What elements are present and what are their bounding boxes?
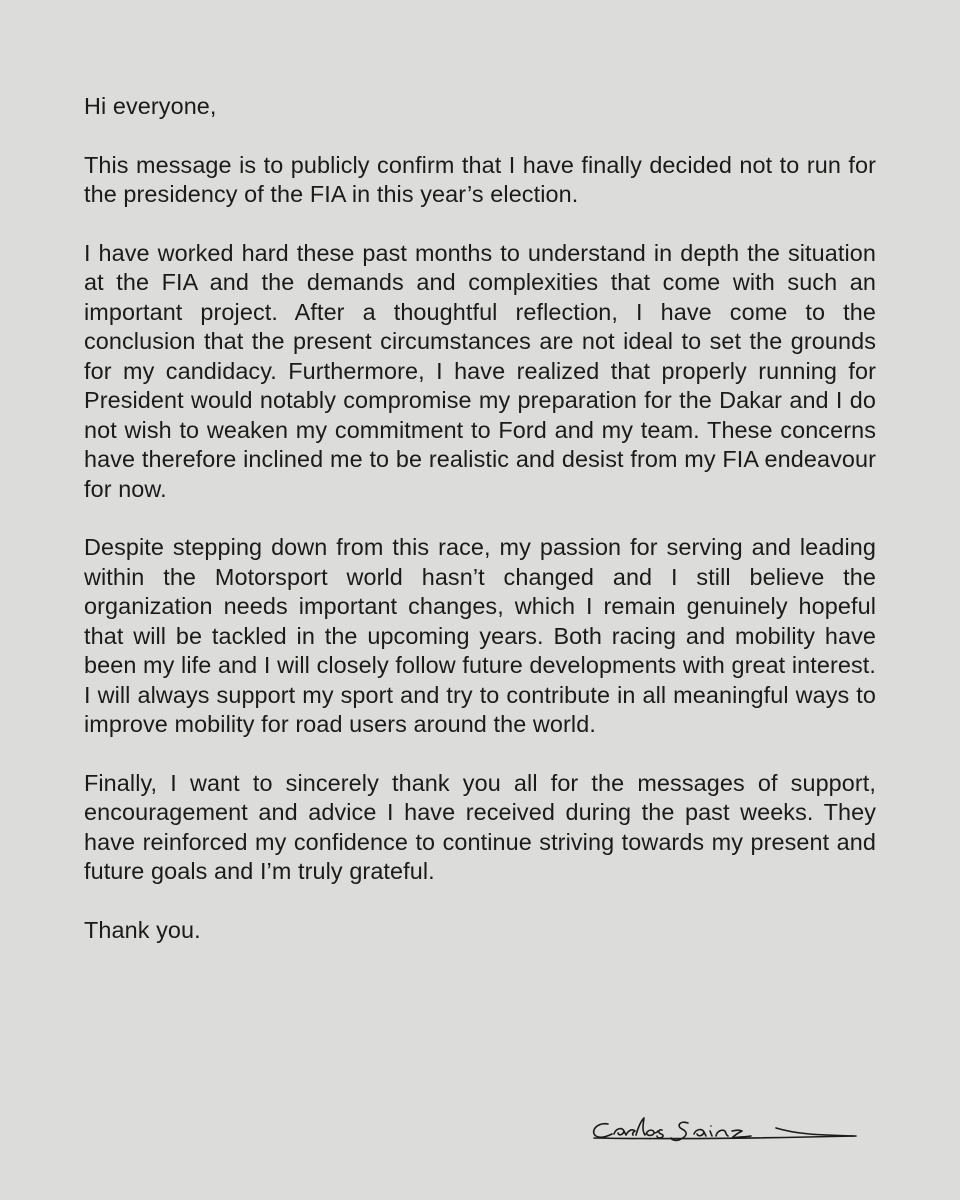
- greeting: Hi everyone,: [84, 93, 217, 119]
- paragraph-4: Finally, I want to sincerely thank you all for the messages of support, encouragement and advice I have received during the past weeks. They have reinforced my confidence to continue striving towards my present and future goals and I’m truly grateful.: [84, 769, 876, 884]
- letter-body: [84, 92, 876, 974]
- signature: [586, 1098, 866, 1168]
- paragraph-3: Despite stepping down from this race, my passion for serving and leading within the Motorsport world hasn’t changed and I still believe the organization needs important changes, which I remain genuinely hopeful that will be tackled in the upcoming years. Both racing and mobility have been my life and I will closely follow future developments with great interest. I will always support my sport and try to contribute in all meaningful ways to improve mobility for road users around the world.: [84, 534, 876, 737]
- signature-icon: [586, 1098, 866, 1168]
- paragraph-1: This message is to publicly confirm that I have finally decided not to run for the presidency of the FIA in this year’s election.: [84, 151, 876, 207]
- closing: Thank you.: [84, 916, 201, 943]
- paragraph-2: I have worked hard these past months to understand in depth the situation at the FIA and the demands and complexities that come with such an important project. After a thoughtful reflection, I have come to the conclusion that the present circumstances are not ideal to set the grounds for my candidacy. Furthermore, I have realized that properly running for President would notably compromise my preparation for the Dakar and I do not wish to weaken my commitment to Ford and my team. These concerns have therefore inclined me to be realistic and desist from my FIA endeavour for now.: [84, 239, 876, 502]
